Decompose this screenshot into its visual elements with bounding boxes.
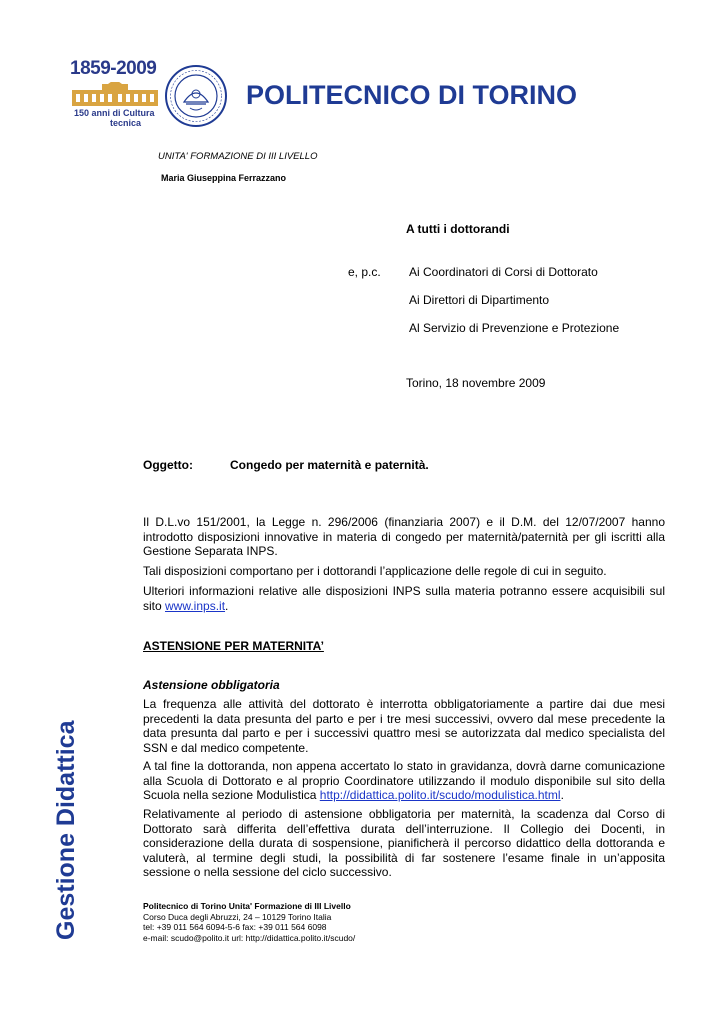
paragraph: Il D.L.vo 151/2001, la Legge n. 296/2006 (finanziaria 2007) e il D.M. del 12/07/2007 hanno introdotto disposizioni innovative in materia di congedo per maternità/paternità per gli iscritti alla Gestione Separata INPS. <box>143 515 665 558</box>
cc-label: e, p.c. <box>348 265 381 279</box>
anniversary-line2: tecnica <box>110 118 142 128</box>
paragraph-text: A tal fine la dottoranda, non appena accertato lo stato in gravidanza, dovrà darne comunicazione alla Scuola di Dottorato e al proprio Coordinatore utilizzando il modulo disponibile sul sito della Scuola nella sezione Modulistica <box>143 759 665 802</box>
footer-address: Corso Duca degli Abruzzi, 24 – 10129 Torino Italia <box>143 912 332 922</box>
subject-label: Oggetto: <box>143 458 193 472</box>
cc-recipient: Ai Coordinatori di Corsi di Dottorato <box>409 265 598 279</box>
section-title: ASTENSIONE PER MATERNITA’ <box>143 639 324 653</box>
unit-label: UNITA' FORMAZIONE DI III LIVELLO <box>158 151 318 162</box>
paragraph: Relativamente al periodo di astensione obbligatoria per maternità, la scadenza dal Corso di Dottorato sarà differita dell’effettiva durata dell’interruzione. Il Collegio dei Docenti, in considerazione della durata di sospensione, pianificherà il percorso didattico della dottoranda e valuterà, al termine degli studi, la possibilità di far sostenere l’esame finale in un’apposita sessione o nella sessione del ciclo successivo. <box>143 807 665 879</box>
paragraph: La frequenza alle attività del dottorato è interrotta obbligatoriamente a partire dai due mesi precedenti la data presunta del parto e per i tre mesi successivi, ovvero dal mese precedente la data presunta dal parto e per i successivi quattro mesi se autorizzata dal medico specialista del SSN e dal medico competente. <box>143 697 665 755</box>
paragraph-text: Ulteriori informazioni relative alle disposizioni INPS sulla materia potranno essere acquisibili sul sito <box>143 584 665 613</box>
subject-text: Congedo per maternità e paternità. <box>230 458 429 472</box>
main-recipient: A tutti i dottorandi <box>406 222 510 236</box>
sender-name: Maria Giuseppina Ferrazzano <box>161 173 287 183</box>
org-title: POLITECNICO DI TORINO <box>246 80 578 110</box>
paragraph <box>143 759 665 803</box>
footer-contacts: e-mail: scudo@polito.it url: http://didattica.polito.it/scudo/ <box>143 933 356 943</box>
paragraph-text: . <box>560 788 564 802</box>
letter-date: Torino, 18 novembre 2009 <box>406 376 546 390</box>
footer-org: Politecnico di Torino Unita' Formazione di III Livello <box>143 901 351 911</box>
side-label: Gestione Didattica <box>52 720 80 940</box>
modulistica-link[interactable]: http://didattica.polito.it/scudo/modulistica.html <box>319 788 561 802</box>
paragraph-text: . <box>225 598 229 613</box>
anniversary-line1: 150 anni di Cultura <box>74 108 155 118</box>
paragraph: Tali disposizioni comportano per i dottorandi l’applicazione delle regole di cui in seguito. <box>143 564 607 578</box>
footer-phone: tel: +39 011 564 6094-5-6 fax: +39 011 564 6098 <box>143 922 327 932</box>
anniversary-years: 1859-2009 <box>70 58 157 79</box>
anniversary-logo <box>70 58 162 128</box>
paragraph <box>143 584 665 613</box>
cc-recipient: Ai Direttori di Dipartimento <box>409 293 550 307</box>
building-icon <box>72 82 158 106</box>
subsection-title: Astensione obbligatoria <box>143 678 280 692</box>
cc-recipient: Al Servizio di Prevenzione e Protezione <box>409 321 620 335</box>
politecnico-seal-icon <box>164 64 228 128</box>
inps-link[interactable]: www.inps.it <box>165 598 226 613</box>
